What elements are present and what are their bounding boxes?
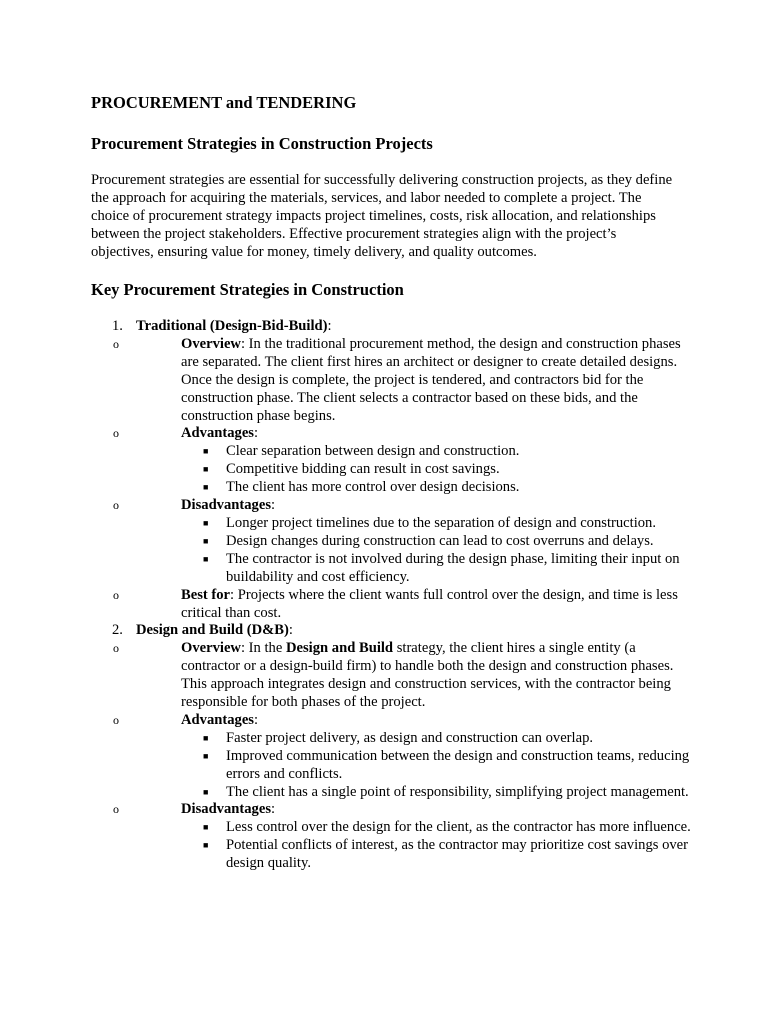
circle-bullet-icon: o — [113, 587, 119, 602]
list-item: ■ The client has more control over design decisions. — [203, 479, 520, 496]
list-item: ■ Potential conflicts of interest, as the contractor may prioritize cost savings over design quality. — [203, 837, 688, 872]
square-bullet-icon: ■ — [203, 822, 209, 833]
circle-bullet-icon: o — [113, 336, 119, 351]
square-bullet-icon: ■ — [203, 517, 209, 528]
square-bullet-icon: ■ — [203, 786, 209, 797]
circle-bullet-icon: o — [113, 712, 119, 727]
list-item: ■ Longer project timelines due to the separation of design and construction. — [203, 514, 656, 531]
advantages-item: o Advantages: — [113, 711, 259, 728]
list-item: ■ Design changes during construction can lead to cost overruns and delays. — [203, 532, 654, 549]
circle-bullet-icon: o — [113, 641, 119, 656]
list-item: ■ The contractor is not involved during the design phase, limiting their input on buildability and cost efficiency. — [203, 550, 680, 585]
disadvantages-item: o Disadvantages: — [113, 801, 276, 818]
circle-bullet-icon: o — [113, 802, 119, 817]
best-for-item: o Best for: Projects where the client wants full control over the design, and time is less critical than cost. — [113, 586, 678, 621]
list-item: ■ Less control over the design for the client, as the contractor has more influence. — [203, 819, 691, 836]
intro-paragraph: Procurement strategies are essential for successfully delivering construction projects, as they define the approach for acquiring the materials, services, and labor needed to complete a project. The choice of procurement strategy impacts project timelines, costs, risk allocation, and relationships between the project stakeholders. Effective procurement strategies align with the project’s objectives, ensuring value for money, timely delivery, and quality outcomes. — [91, 172, 673, 260]
disadvantages-item: o Disadvantages: — [113, 497, 276, 514]
circle-bullet-icon: o — [113, 426, 119, 441]
list-number: 2. — [112, 622, 123, 639]
overview-item: o Overview: In the traditional procurement method, the design and construction phases are separated. The client first hires an architect or designer to create detailed designs. Once the design is complete, the project is tendered, and contractors bid for the construction phase. The client selects a contractor based on these bids, and the construction phase begins. — [113, 335, 681, 424]
square-bullet-icon: ■ — [203, 464, 209, 475]
square-bullet-icon: ■ — [203, 535, 209, 546]
square-bullet-icon: ■ — [203, 482, 209, 493]
list-number: 1. — [112, 318, 123, 334]
list-item: ■ The client has a single point of responsibility, simplifying project management. — [203, 783, 689, 800]
document-subtitle: Procurement Strategies in Construction Projects — [91, 134, 433, 153]
section-heading: Key Procurement Strategies in Construction — [91, 280, 404, 299]
list-item: ■ Competitive bidding can result in cost savings. — [203, 461, 500, 478]
strategy-title: Traditional (Design-Bid-Build) — [136, 318, 328, 334]
strategy-title: Design and Build (D&B) — [136, 622, 289, 639]
list-item: ■ Improved communication between the design and construction teams, reducing errors and conflicts. — [203, 747, 690, 782]
document-title: PROCUREMENT and TENDERING — [91, 93, 357, 112]
square-bullet-icon: ■ — [203, 840, 209, 851]
advantages-item: o Advantages: — [113, 425, 259, 442]
strategy-item-design-and-build: 2. Design and Build (D&B): — [112, 622, 293, 639]
list-item: ■ Faster project delivery, as design and construction can overlap. — [203, 729, 594, 746]
list-item: ■ Clear separation between design and construction. — [203, 443, 520, 460]
strategy-list — [91, 318, 691, 873]
circle-bullet-icon: o — [113, 498, 119, 513]
square-bullet-icon: ■ — [203, 553, 209, 564]
square-bullet-icon: ■ — [203, 750, 209, 761]
strategy-item-traditional: 1. Traditional (Design-Bid-Build): — [112, 318, 332, 334]
overview-item: o Overview: In the Design and Build strategy, the client hires a single entity (a contractor or a design-build firm) to handle both the design and construction phases. This approach integrates design and construction services, with the contractor being responsible for both phases of the project. — [113, 640, 674, 711]
square-bullet-icon: ■ — [203, 732, 209, 743]
square-bullet-icon: ■ — [203, 446, 209, 457]
